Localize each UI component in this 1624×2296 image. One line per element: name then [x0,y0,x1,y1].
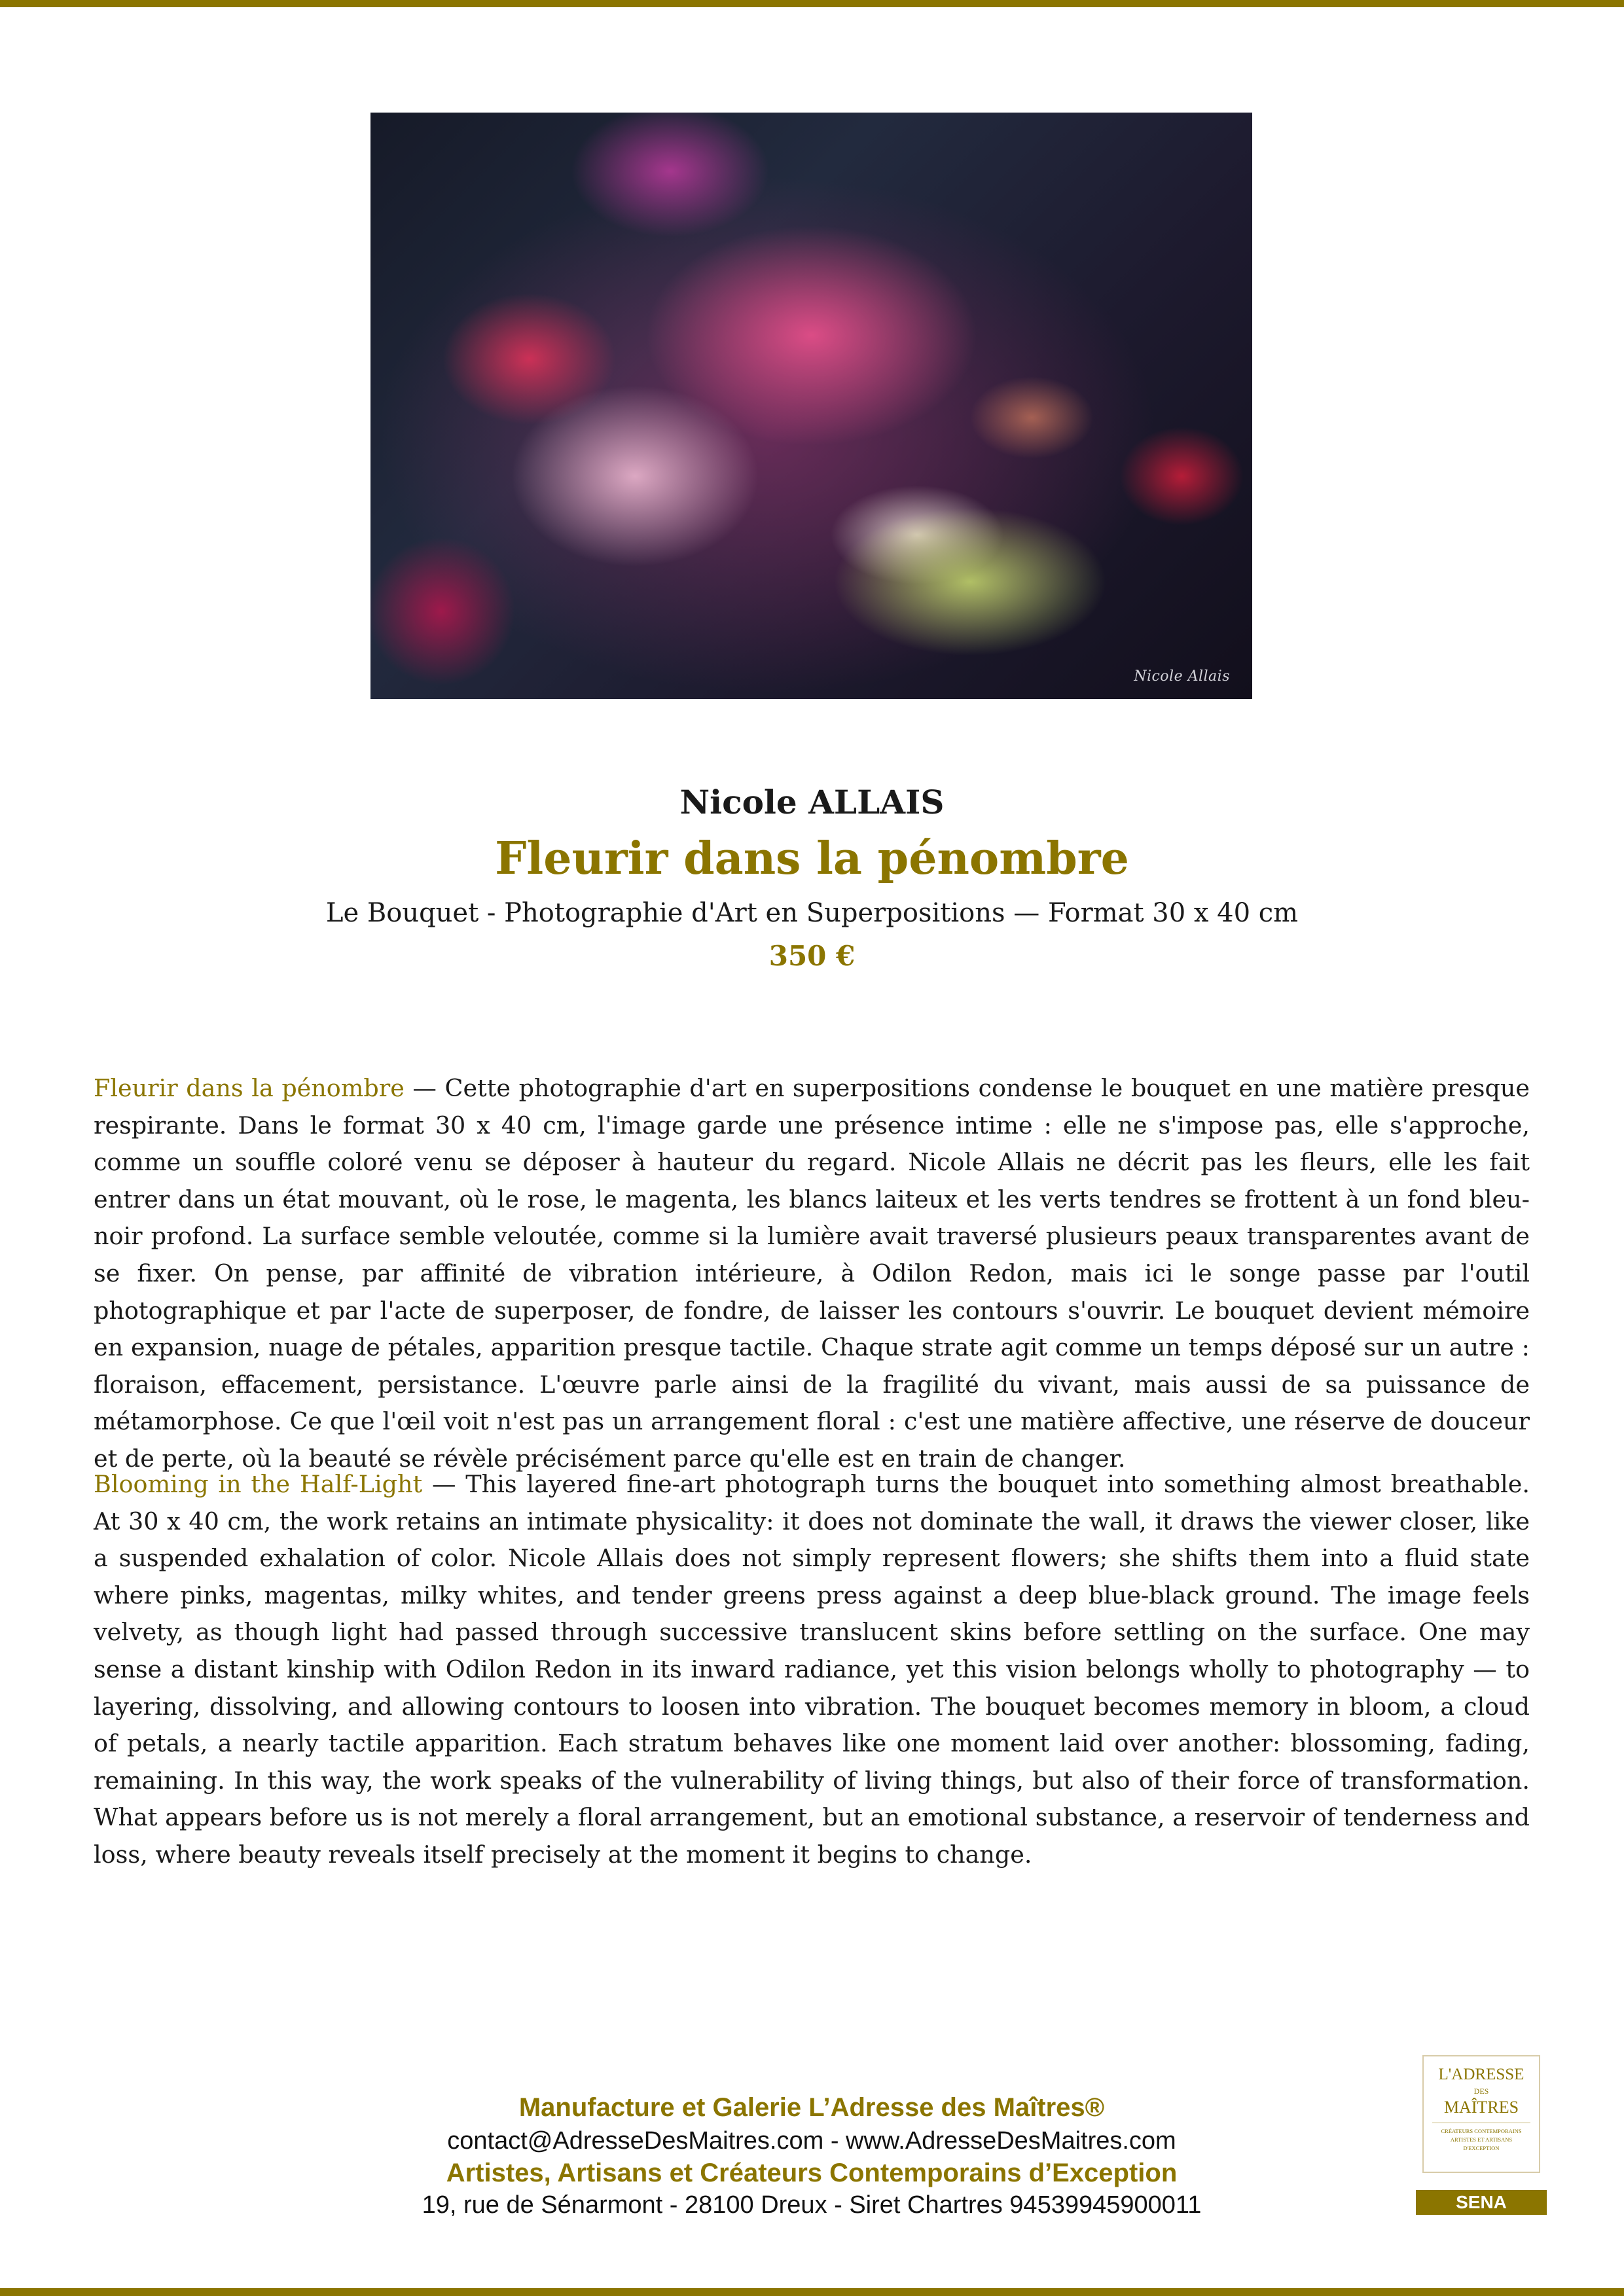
logo-tagline-2: ARTISTES ET ARTISANS [1450,2136,1513,2143]
artwork-price: 350 € [768,940,856,972]
artwork-subtitle: Le Bouquet - Photographie d'Art en Superpositions — Format 30 x 40 cm [325,898,1299,928]
description-french-body: — Cette photographie d'art en superpositions condense le bouquet en une matière presque respirante. Dans le format 30 x 40 cm, l'image garde une présence intime : elle ne s'impose pas, elle s'approche, comme un souffle coloré venu se déposer à hauteur du regard. Nicole Allais ne décrit pas les fleurs, elle les fait entrer dans un état mouvant, où le rose, le magenta, les blancs laiteux et les verts tendres se frottent à un fond bleu-noir profond. La surface semble veloutée, comme si la lumière avait traversé plusieurs peaux transparentes avant de se fixer. On pense, par affinité de vibration intérieure, à Odilon Redon, mais ici le songe passe par l'outil photographique et par l'acte de superposer, de fondre, de laisser les contours s'ouvrir. Le bouquet devient mémoire en expansion, nuage de pétales, apparition presque tactile. Chaque strate agit comme un temps déposé sur un autre : floraison, effacement, persistance. L'œuvre parle ainsi de la fragilité du vivant, mais aussi de sa puissance de métamorphose. Ce que l'œil voit n'est pas un arrangement floral : c'est une matière affective, une réserve de douceur et de perte, où la beauté se révèle précisément parce qu'elle est en train de changer. [94,1074,1530,1473]
bottom-accent-bar [0,2288,1624,2296]
artwork-image [370,113,1252,699]
footer-tagline: Artistes, Artisans et Créateurs Contemporains d’Exception [446,2159,1178,2187]
artwork-title: Fleurir dans la pénombre [495,833,1129,885]
logo-tagline-1: CRÉATEURS CONTEMPORAINS [1441,2128,1522,2134]
footer-address: 19, rue de Sénarmont - 28100 Dreux - Siret Chartres 94539945900011 [422,2191,1202,2219]
description-french [94,1070,1530,1478]
sena-badge: SENA [1416,2190,1547,2215]
artist-name: Nicole ALLAIS [679,783,945,821]
logo-tagline-3: D'EXCEPTION [1463,2145,1500,2151]
gallery-logo [1422,2055,1540,2173]
description-english [94,1466,1530,1874]
description-french-lead: Fleurir dans la pénombre [94,1074,405,1102]
logo-line-2: DES [1473,2087,1489,2096]
footer-company: Manufacture et Galerie L’Adresse des Maîtres® [518,2093,1105,2122]
description-english-body: — This layered fine-art photograph turns the bouquet into something almost breathable. At 30 x 40 cm, the work retains an intimate physicality: it does not dominate the wall, it draws the viewer closer, like a suspended exhalation of color. Nicole Allais does not simply represent flowers; she shifts them into a fluid state where pinks, magentas, milky whites, and tender greens press against a deep blue-black ground. The image feels velvety, as though light had passed through successive translucent skins before settling on the surface. One may sense a distant kinship with Odilon Redon in its inward radiance, yet this vision belongs wholly to photography — to layering, dissolving, and allowing contours to loosen into vibration. The bouquet becomes memory in bloom, a cloud of petals, a nearly tactile apparition. Each stratum behaves like one moment laid over another: blossoming, fading, remaining. In this way, the work speaks of the vulnerability of living things, but also of their force of transformation. What appears before us is not merely a floral arrangement, but an emotional substance, a reservoir of tenderness and loss, where beauty reveals itself precisely at the moment it begins to change. [94,1470,1530,1869]
logo-line-3: MAÎTRES [1443,2098,1519,2117]
top-accent-bar [0,0,1624,7]
logo-line-1: L'ADRESSE [1438,2066,1525,2083]
artist-signature: Nicole Allais [1134,668,1230,685]
footer-contact: contact@AdresseDesMaitres.com - www.AdresseDesMaitres.com [447,2127,1176,2155]
description-english-lead: Blooming in the Half-Light [94,1470,423,1498]
